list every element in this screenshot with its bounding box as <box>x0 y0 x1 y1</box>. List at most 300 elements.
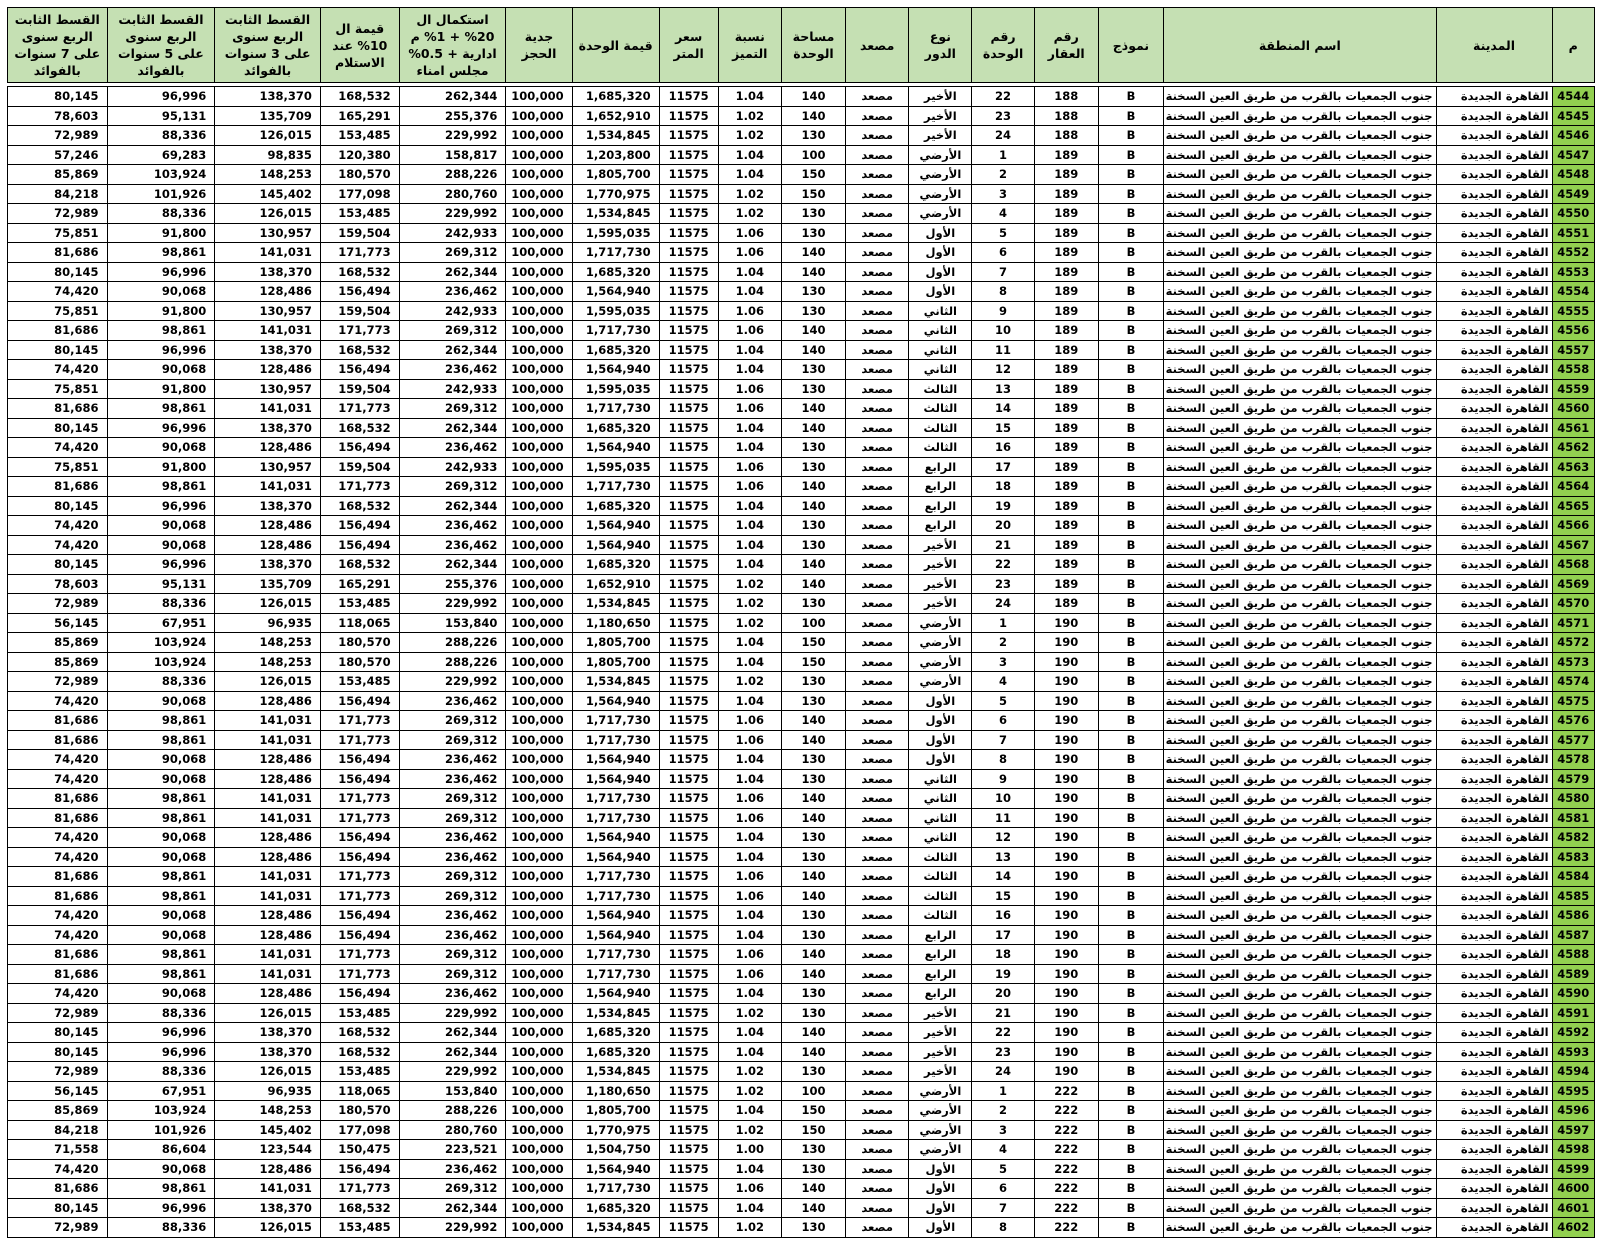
table-row <box>8 1120 1595 1140</box>
cell-city: القاهرة الجديدة <box>1436 399 1552 419</box>
cell-elevator: مصعد <box>846 106 909 126</box>
units-price-table <box>7 7 1595 1238</box>
cell-size: 140 <box>781 418 845 438</box>
cell-unit: 4 <box>972 1140 1034 1160</box>
cell-size: 130 <box>781 847 845 867</box>
cell-floor: الأخير <box>909 1062 972 1082</box>
cell-property: 190 <box>1034 867 1098 887</box>
cell-unit: 14 <box>972 399 1034 419</box>
table-row <box>8 1003 1595 1023</box>
cell-size: 140 <box>781 945 845 965</box>
cell-city: القاهرة الجديدة <box>1436 145 1552 165</box>
cell-value: 1,770,975 <box>572 184 659 204</box>
cell-delivery: 153,485 <box>320 594 399 614</box>
cell-size: 140 <box>781 711 845 731</box>
cell-completion: 236,462 <box>399 828 506 848</box>
cell-inst3: 148,253 <box>215 165 321 185</box>
cell-inst5: 98,861 <box>107 730 215 750</box>
cell-delivery: 171,773 <box>320 1179 399 1199</box>
column-header-property: رقم العقار <box>1034 8 1098 83</box>
cell-m: 4600 <box>1552 1179 1594 1199</box>
cell-value: 1,203,800 <box>572 145 659 165</box>
cell-elevator: مصعد <box>846 925 909 945</box>
cell-property: 190 <box>1034 750 1098 770</box>
cell-size: 130 <box>781 594 845 614</box>
cell-property: 190 <box>1034 886 1098 906</box>
cell-completion: 229,992 <box>399 1218 506 1238</box>
cell-model: B <box>1098 1198 1163 1218</box>
table-row <box>8 516 1595 536</box>
cell-area: جنوب الجمعيات بالقرب من طريق العين السخنة <box>1164 945 1436 965</box>
cell-m: 4554 <box>1552 282 1594 302</box>
cell-floor: الثالث <box>909 379 972 399</box>
cell-inst3: 128,486 <box>215 847 321 867</box>
cell-inst5: 98,861 <box>107 1179 215 1199</box>
cell-booking: 100,000 <box>506 87 572 107</box>
cell-m: 4592 <box>1552 1023 1594 1043</box>
cell-model: B <box>1098 1042 1163 1062</box>
cell-unit: 3 <box>972 1120 1034 1140</box>
cell-size: 140 <box>781 496 845 516</box>
cell-m: 4566 <box>1552 516 1594 536</box>
cell-completion: 280,760 <box>399 184 506 204</box>
cell-booking: 100,000 <box>506 1101 572 1121</box>
cell-completion: 236,462 <box>399 769 506 789</box>
cell-ratio: 1.04 <box>718 1023 781 1043</box>
cell-floor: الأخير <box>909 574 972 594</box>
cell-elevator: مصعد <box>846 418 909 438</box>
cell-delivery: 159,504 <box>320 223 399 243</box>
cell-unit: 17 <box>972 925 1034 945</box>
cell-size: 150 <box>781 1120 845 1140</box>
cell-size: 140 <box>781 886 845 906</box>
cell-m: 4576 <box>1552 711 1594 731</box>
cell-area: جنوب الجمعيات بالقرب من طريق العين السخنة <box>1164 1218 1436 1238</box>
cell-size: 150 <box>781 633 845 653</box>
cell-model: B <box>1098 262 1163 282</box>
column-header-inst3: القسط الثابت الربع سنوى على 3 سنوات بالفوائد <box>215 8 321 83</box>
cell-price_m: 11575 <box>659 574 718 594</box>
cell-model: B <box>1098 1120 1163 1140</box>
cell-inst7: 80,145 <box>8 1198 108 1218</box>
cell-inst3: 141,031 <box>215 886 321 906</box>
cell-inst7: 75,851 <box>8 223 108 243</box>
table-row <box>8 828 1595 848</box>
cell-floor: الأرضي <box>909 633 972 653</box>
cell-floor: الأرضي <box>909 1101 972 1121</box>
cell-ratio: 1.04 <box>718 496 781 516</box>
cell-floor: الرابع <box>909 516 972 536</box>
cell-elevator: مصعد <box>846 496 909 516</box>
cell-model: B <box>1098 340 1163 360</box>
cell-inst3: 148,253 <box>215 633 321 653</box>
cell-ratio: 1.02 <box>718 1218 781 1238</box>
cell-unit: 18 <box>972 945 1034 965</box>
table-row <box>8 594 1595 614</box>
cell-city: القاهرة الجديدة <box>1436 1081 1552 1101</box>
cell-m: 4574 <box>1552 672 1594 692</box>
cell-completion: 153,840 <box>399 1081 506 1101</box>
cell-ratio: 1.04 <box>718 984 781 1004</box>
cell-m: 4594 <box>1552 1062 1594 1082</box>
table-row <box>8 711 1595 731</box>
cell-model: B <box>1098 652 1163 672</box>
cell-elevator: مصعد <box>846 847 909 867</box>
cell-delivery: 120,380 <box>320 145 399 165</box>
cell-m: 4553 <box>1552 262 1594 282</box>
table-row <box>8 867 1595 887</box>
cell-booking: 100,000 <box>506 1062 572 1082</box>
cell-value: 1,564,940 <box>572 516 659 536</box>
cell-floor: الثالث <box>909 886 972 906</box>
cell-inst5: 88,336 <box>107 1062 215 1082</box>
cell-inst3: 138,370 <box>215 1042 321 1062</box>
cell-area: جنوب الجمعيات بالقرب من طريق العين السخنة <box>1164 828 1436 848</box>
cell-inst7: 74,420 <box>8 1159 108 1179</box>
cell-area: جنوب الجمعيات بالقرب من طريق العين السخنة <box>1164 1179 1436 1199</box>
cell-unit: 8 <box>972 282 1034 302</box>
table-row <box>8 126 1595 146</box>
cell-floor: الأول <box>909 1218 972 1238</box>
cell-city: القاهرة الجديدة <box>1436 184 1552 204</box>
cell-size: 140 <box>781 730 845 750</box>
cell-delivery: 156,494 <box>320 984 399 1004</box>
cell-area: جنوب الجمعيات بالقرب من طريق العين السخنة <box>1164 1101 1436 1121</box>
cell-delivery: 177,098 <box>320 184 399 204</box>
cell-size: 130 <box>781 906 845 926</box>
cell-ratio: 1.02 <box>718 574 781 594</box>
cell-elevator: مصعد <box>846 750 909 770</box>
cell-value: 1,534,845 <box>572 204 659 224</box>
cell-value: 1,685,320 <box>572 262 659 282</box>
cell-booking: 100,000 <box>506 652 572 672</box>
cell-inst7: 80,145 <box>8 1023 108 1043</box>
cell-unit: 1 <box>972 613 1034 633</box>
cell-city: القاهرة الجديدة <box>1436 418 1552 438</box>
cell-price_m: 11575 <box>659 886 718 906</box>
table-row <box>8 1062 1595 1082</box>
cell-inst7: 81,686 <box>8 808 108 828</box>
cell-booking: 100,000 <box>506 730 572 750</box>
cell-property: 189 <box>1034 438 1098 458</box>
cell-inst5: 91,800 <box>107 379 215 399</box>
cell-elevator: مصعد <box>846 399 909 419</box>
cell-inst7: 84,218 <box>8 184 108 204</box>
cell-ratio: 1.04 <box>718 145 781 165</box>
cell-inst5: 90,068 <box>107 516 215 536</box>
cell-unit: 1 <box>972 1081 1034 1101</box>
cell-floor: الأول <box>909 750 972 770</box>
cell-property: 190 <box>1034 652 1098 672</box>
cell-booking: 100,000 <box>506 906 572 926</box>
cell-model: B <box>1098 418 1163 438</box>
cell-inst3: 138,370 <box>215 418 321 438</box>
cell-elevator: مصعد <box>846 184 909 204</box>
cell-elevator: مصعد <box>846 1120 909 1140</box>
cell-floor: الأول <box>909 262 972 282</box>
cell-size: 130 <box>781 1003 845 1023</box>
cell-inst7: 80,145 <box>8 1042 108 1062</box>
cell-property: 189 <box>1034 223 1098 243</box>
cell-value: 1,534,845 <box>572 1003 659 1023</box>
cell-m: 4562 <box>1552 438 1594 458</box>
cell-city: القاهرة الجديدة <box>1436 672 1552 692</box>
cell-size: 130 <box>781 360 845 380</box>
cell-ratio: 1.06 <box>718 243 781 263</box>
cell-price_m: 11575 <box>659 496 718 516</box>
cell-booking: 100,000 <box>506 379 572 399</box>
cell-model: B <box>1098 457 1163 477</box>
cell-inst5: 88,336 <box>107 1003 215 1023</box>
cell-size: 140 <box>781 574 845 594</box>
cell-inst3: 141,031 <box>215 243 321 263</box>
cell-delivery: 156,494 <box>320 282 399 302</box>
cell-value: 1,180,650 <box>572 1081 659 1101</box>
cell-area: جنوب الجمعيات بالقرب من طريق العين السخنة <box>1164 867 1436 887</box>
cell-floor: الأول <box>909 691 972 711</box>
cell-size: 100 <box>781 1081 845 1101</box>
cell-property: 190 <box>1034 711 1098 731</box>
cell-property: 189 <box>1034 535 1098 555</box>
cell-floor: الأرضي <box>909 652 972 672</box>
cell-completion: 262,344 <box>399 340 506 360</box>
table-row <box>8 379 1595 399</box>
cell-inst3: 141,031 <box>215 808 321 828</box>
cell-ratio: 1.04 <box>718 87 781 107</box>
cell-inst5: 90,068 <box>107 984 215 1004</box>
cell-model: B <box>1098 808 1163 828</box>
cell-value: 1,717,730 <box>572 399 659 419</box>
table-row <box>8 438 1595 458</box>
cell-model: B <box>1098 750 1163 770</box>
cell-inst3: 128,486 <box>215 438 321 458</box>
cell-elevator: مصعد <box>846 574 909 594</box>
cell-property: 222 <box>1034 1120 1098 1140</box>
cell-value: 1,685,320 <box>572 1023 659 1043</box>
cell-floor: الأول <box>909 282 972 302</box>
cell-property: 190 <box>1034 691 1098 711</box>
cell-elevator: مصعد <box>846 613 909 633</box>
cell-unit: 13 <box>972 847 1034 867</box>
table-row <box>8 691 1595 711</box>
cell-inst7: 74,420 <box>8 691 108 711</box>
cell-model: B <box>1098 730 1163 750</box>
cell-city: القاهرة الجديدة <box>1436 457 1552 477</box>
cell-m: 4587 <box>1552 925 1594 945</box>
cell-m: 4573 <box>1552 652 1594 672</box>
cell-ratio: 1.04 <box>718 438 781 458</box>
cell-floor: الأرضي <box>909 1081 972 1101</box>
table-row <box>8 457 1595 477</box>
cell-city: القاهرة الجديدة <box>1436 613 1552 633</box>
cell-inst3: 130,957 <box>215 379 321 399</box>
cell-booking: 100,000 <box>506 106 572 126</box>
table-row <box>8 730 1595 750</box>
cell-unit: 10 <box>972 321 1034 341</box>
cell-elevator: مصعد <box>846 711 909 731</box>
table-row <box>8 964 1595 984</box>
cell-area: جنوب الجمعيات بالقرب من طريق العين السخنة <box>1164 418 1436 438</box>
cell-area: جنوب الجمعيات بالقرب من طريق العين السخنة <box>1164 789 1436 809</box>
cell-inst3: 128,486 <box>215 691 321 711</box>
cell-elevator: مصعد <box>846 204 909 224</box>
cell-size: 140 <box>781 789 845 809</box>
cell-property: 189 <box>1034 145 1098 165</box>
cell-floor: الأخير <box>909 87 972 107</box>
cell-price_m: 11575 <box>659 964 718 984</box>
cell-delivery: 156,494 <box>320 516 399 536</box>
cell-elevator: مصعد <box>846 1179 909 1199</box>
cell-floor: الرابع <box>909 945 972 965</box>
cell-size: 140 <box>781 106 845 126</box>
cell-elevator: مصعد <box>846 945 909 965</box>
cell-price_m: 11575 <box>659 457 718 477</box>
cell-inst5: 88,336 <box>107 594 215 614</box>
cell-inst7: 81,686 <box>8 789 108 809</box>
cell-city: القاهرة الجديدة <box>1436 1140 1552 1160</box>
cell-size: 100 <box>781 613 845 633</box>
table-row <box>8 106 1595 126</box>
cell-property: 189 <box>1034 321 1098 341</box>
cell-city: القاهرة الجديدة <box>1436 1159 1552 1179</box>
cell-city: القاهرة الجديدة <box>1436 1120 1552 1140</box>
cell-price_m: 11575 <box>659 1081 718 1101</box>
cell-m: 4552 <box>1552 243 1594 263</box>
cell-size: 140 <box>781 1198 845 1218</box>
cell-model: B <box>1098 847 1163 867</box>
cell-size: 140 <box>781 1179 845 1199</box>
cell-area: جنوب الجمعيات بالقرب من طريق العين السخنة <box>1164 399 1436 419</box>
cell-floor: الأول <box>909 243 972 263</box>
cell-inst3: 135,709 <box>215 574 321 594</box>
cell-inst3: 126,015 <box>215 1003 321 1023</box>
cell-ratio: 1.02 <box>718 106 781 126</box>
cell-inst5: 90,068 <box>107 925 215 945</box>
cell-booking: 100,000 <box>506 1198 572 1218</box>
cell-unit: 5 <box>972 691 1034 711</box>
table-row <box>8 399 1595 419</box>
cell-booking: 100,000 <box>506 1140 572 1160</box>
cell-unit: 14 <box>972 867 1034 887</box>
cell-ratio: 1.06 <box>718 945 781 965</box>
cell-ratio: 1.04 <box>718 418 781 438</box>
cell-property: 189 <box>1034 204 1098 224</box>
cell-unit: 21 <box>972 535 1034 555</box>
cell-value: 1,534,845 <box>572 1218 659 1238</box>
cell-price_m: 11575 <box>659 360 718 380</box>
cell-m: 4565 <box>1552 496 1594 516</box>
cell-inst5: 98,861 <box>107 789 215 809</box>
cell-booking: 100,000 <box>506 672 572 692</box>
cell-model: B <box>1098 438 1163 458</box>
cell-delivery: 168,532 <box>320 262 399 282</box>
cell-unit: 2 <box>972 633 1034 653</box>
cell-model: B <box>1098 321 1163 341</box>
cell-booking: 100,000 <box>506 243 572 263</box>
cell-completion: 269,312 <box>399 867 506 887</box>
cell-inst5: 96,996 <box>107 1023 215 1043</box>
cell-area: جنوب الجمعيات بالقرب من طريق العين السخنة <box>1164 1198 1436 1218</box>
cell-inst3: 141,031 <box>215 321 321 341</box>
cell-inst3: 126,015 <box>215 672 321 692</box>
cell-size: 150 <box>781 184 845 204</box>
cell-inst5: 103,924 <box>107 1101 215 1121</box>
cell-booking: 100,000 <box>506 301 572 321</box>
cell-floor: الأول <box>909 1198 972 1218</box>
cell-m: 4580 <box>1552 789 1594 809</box>
cell-price_m: 11575 <box>659 321 718 341</box>
cell-value: 1,717,730 <box>572 789 659 809</box>
cell-city: القاهرة الجديدة <box>1436 574 1552 594</box>
cell-completion: 242,933 <box>399 223 506 243</box>
cell-value: 1,717,730 <box>572 477 659 497</box>
cell-model: B <box>1098 1159 1163 1179</box>
cell-ratio: 1.06 <box>718 1179 781 1199</box>
cell-value: 1,595,035 <box>572 457 659 477</box>
table-row <box>8 477 1595 497</box>
cell-ratio: 1.02 <box>718 1062 781 1082</box>
cell-floor: الأول <box>909 1159 972 1179</box>
cell-inst3: 141,031 <box>215 789 321 809</box>
cell-unit: 2 <box>972 1101 1034 1121</box>
cell-value: 1,717,730 <box>572 321 659 341</box>
cell-unit: 24 <box>972 126 1034 146</box>
table-row <box>8 652 1595 672</box>
cell-inst7: 84,218 <box>8 1120 108 1140</box>
units-table-container <box>7 7 1595 1238</box>
cell-property: 190 <box>1034 1042 1098 1062</box>
cell-model: B <box>1098 964 1163 984</box>
cell-booking: 100,000 <box>506 321 572 341</box>
cell-area: جنوب الجمعيات بالقرب من طريق العين السخنة <box>1164 1023 1436 1043</box>
cell-area: جنوب الجمعيات بالقرب من طريق العين السخنة <box>1164 1062 1436 1082</box>
cell-property: 189 <box>1034 165 1098 185</box>
cell-value: 1,564,940 <box>572 438 659 458</box>
cell-price_m: 11575 <box>659 847 718 867</box>
cell-m: 4596 <box>1552 1101 1594 1121</box>
cell-size: 140 <box>781 808 845 828</box>
cell-inst7: 72,989 <box>8 1062 108 1082</box>
cell-city: القاهرة الجديدة <box>1436 925 1552 945</box>
cell-price_m: 11575 <box>659 1042 718 1062</box>
cell-completion: 236,462 <box>399 750 506 770</box>
cell-floor: الثالث <box>909 438 972 458</box>
cell-delivery: 156,494 <box>320 438 399 458</box>
cell-inst7: 78,603 <box>8 106 108 126</box>
cell-inst3: 128,486 <box>215 750 321 770</box>
column-header-floor: نوع الدور <box>909 8 972 83</box>
cell-elevator: مصعد <box>846 262 909 282</box>
cell-completion: 280,760 <box>399 1120 506 1140</box>
cell-property: 189 <box>1034 243 1098 263</box>
cell-value: 1,564,940 <box>572 847 659 867</box>
cell-inst3: 128,486 <box>215 925 321 945</box>
cell-property: 190 <box>1034 906 1098 926</box>
cell-value: 1,534,845 <box>572 594 659 614</box>
cell-inst5: 90,068 <box>107 828 215 848</box>
cell-completion: 236,462 <box>399 360 506 380</box>
cell-m: 4590 <box>1552 984 1594 1004</box>
cell-city: القاهرة الجديدة <box>1436 106 1552 126</box>
cell-inst3: 128,486 <box>215 1159 321 1179</box>
cell-completion: 288,226 <box>399 652 506 672</box>
cell-booking: 100,000 <box>506 984 572 1004</box>
cell-area: جنوب الجمعيات بالقرب من طريق العين السخنة <box>1164 223 1436 243</box>
cell-city: القاهرة الجديدة <box>1436 360 1552 380</box>
cell-ratio: 1.04 <box>718 1198 781 1218</box>
cell-inst7: 81,686 <box>8 243 108 263</box>
cell-booking: 100,000 <box>506 633 572 653</box>
